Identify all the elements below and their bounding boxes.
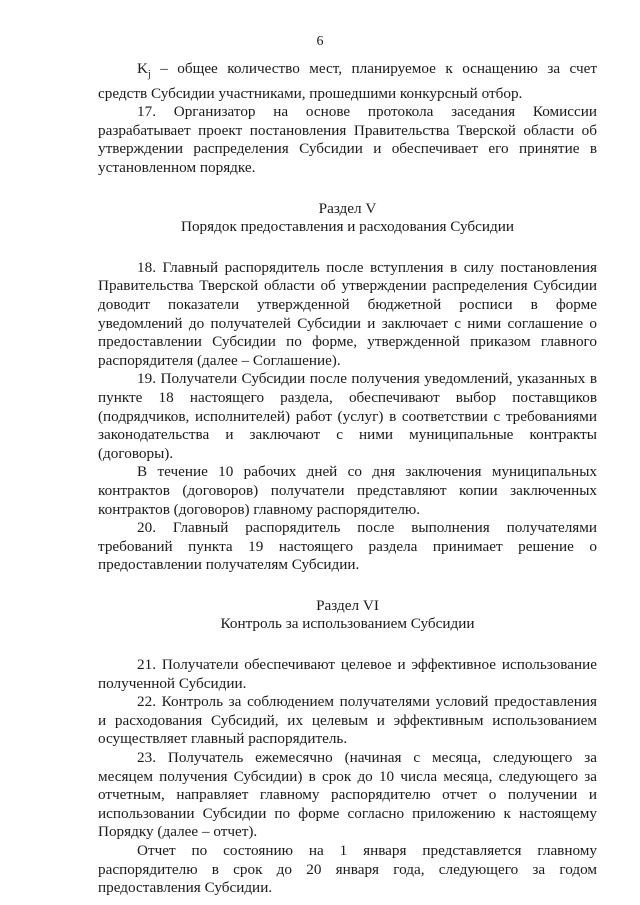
section-6-title: Контроль за использованием Субсидии — [220, 615, 475, 633]
k-subscript: j — [147, 69, 151, 81]
spacer — [98, 634, 597, 656]
paragraph-k-definition — [98, 60, 597, 103]
paragraph-19-continued: В течение 10 рабочих дней со дня заключения муниципальных контрактов (договоров) получатели представляют копии заключенных контрактов (договоров) главному распорядителю. — [98, 463, 597, 518]
paragraph-18: 18. Главный распорядитель после вступления в силу постановления Правительства Тверской области об утверждении распределения Субсидии доводит показатели утвержденной бюджетной росписи в форме уведомлений до получателей Субсидии и заключает с ними соглашение о предоставлении Субсидии по форме, утвержденной приказом главного распорядителя (далее – Соглашение). — [98, 258, 597, 369]
paragraph-19: 19. Получатели Субсидии после получения уведомлений, указанных в пункте 18 настоящего раздела, обеспечивают выбор поставщиков (подрядчиков, исполнителей) работ (услуг) в соответствии с требованиями законодательства и заключают с ними муниципальные контракты (договоры). — [98, 370, 597, 462]
spacer — [98, 237, 597, 259]
document-body — [98, 60, 597, 898]
page-number: 6 — [316, 34, 324, 49]
k-definition-text: – общее количество мест, планируемое к оснащению за счет средств Субсидии участниками, прошедшими конкурсный отбор. — [98, 60, 597, 102]
spacer — [98, 178, 597, 200]
paragraph-21: 21. Получатели обеспечивают целевое и эффективное использование полученной Субсидии. — [98, 656, 597, 692]
paragraph-17: 17. Организатор на основе протокола заседания Комиссии разрабатывает проект постановления Правительства Тверской области об утверждении распределения Субсидии и обеспечивает его принятие в установленном порядке. — [98, 103, 597, 176]
k-variable: K — [137, 60, 148, 77]
section-6-label: Раздел VI — [316, 596, 379, 614]
paragraph-23-continued: Отчет по состоянию на 1 января представляется главному распорядителю в срок до 20 января года, следующего за годом предоставления Субсидии. — [98, 842, 597, 897]
paragraph-22: 22. Контроль за соблюдением получателями условий предоставления и расходования Субсидий, их целевым и эффективным использованием осуществляет главный распорядитель. — [98, 693, 597, 748]
spacer — [98, 575, 597, 597]
section-5-title: Порядок предоставления и расходования Субсидии — [181, 218, 514, 236]
paragraph-23: 23. Получатель ежемесячно (начиная с месяца, следующего за месяцем получения Субсидии) в срок до 10 числа месяца, следующего за отчетным, направляет главному распорядителю отчет о получении и использовании Субсидии по форме согласно приложению к настоящему Порядку (далее – отчет). — [98, 749, 597, 841]
paragraph-20: 20. Главный распорядитель после выполнения получателями требований пункта 19 настоящего раздела принимает решение о предоставлении получателям Субсидии. — [98, 519, 597, 574]
section-5-label: Раздел V — [318, 199, 377, 217]
